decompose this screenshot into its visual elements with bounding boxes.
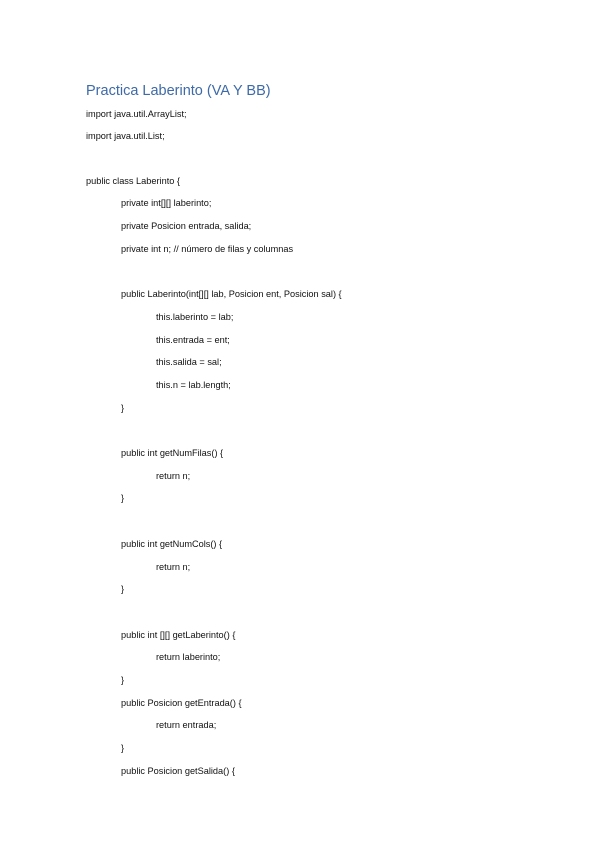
code-line-method-getlaberinto: public int [][] getLaberinto() { [121,630,236,640]
code-line-return-n: return n; [156,471,191,481]
code-line-method-getnumfilas: public int getNumFilas() { [121,448,224,458]
code-line-field-entrada-salida: private Posicion entrada, salida; [121,221,252,231]
code-line-assign-salida: this.salida = sal; [156,357,222,367]
code-line-close-brace: } [121,493,125,503]
code-line-field-laberinto: private int[][] laberinto; [121,198,212,208]
code-line-close-brace: } [121,584,125,594]
code-line-close-brace: } [121,403,125,413]
code-line-method-getnumcols: public int getNumCols() { [121,539,223,549]
code-line-field-n: private int n; // número de filas y columnas [121,244,294,254]
code-line-import-arraylist: import java.util.ArrayList; [86,109,187,119]
code-line-close-brace: } [121,743,125,753]
code-line-assign-n: this.n = lab.length; [156,380,231,390]
code-line-close-brace: } [121,675,125,685]
code-line-class-declaration: public class Laberinto { [86,176,180,186]
code-line-constructor: public Laberinto(int[][] lab, Posicion ent, Posicion sal) { [121,289,342,299]
code-line-assign-entrada: this.entrada = ent; [156,335,230,345]
code-line-return-laberinto: return laberinto; [156,652,221,662]
code-line-import-list: import java.util.List; [86,131,165,141]
document-title: Practica Laberinto (VA Y BB) [86,83,271,99]
code-line-return-n: return n; [156,562,191,572]
code-line-assign-laberinto: this.laberinto = lab; [156,312,234,322]
code-line-method-getsalida: public Posicion getSalida() { [121,766,235,776]
code-line-method-getentrada: public Posicion getEntrada() { [121,698,242,708]
code-line-return-entrada: return entrada; [156,720,217,730]
